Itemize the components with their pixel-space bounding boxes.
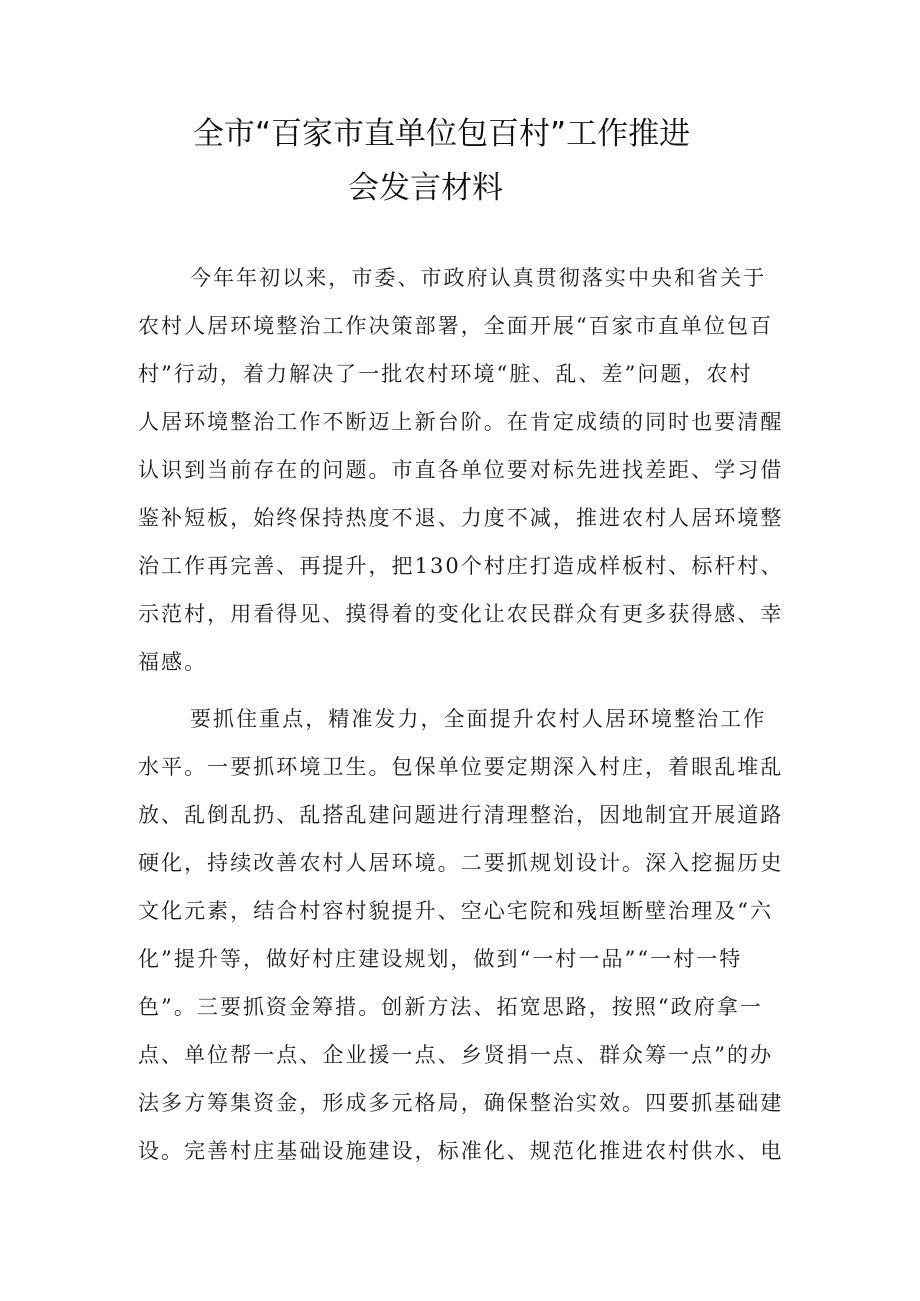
paragraph-line: 放、乱倒乱扔、乱搭乱建问题进行清理整治，因地制宜开展道路 (138, 803, 784, 827)
paragraph-line: 色”。三要抓资金筹措。创新方法、拓宽思路，按照“政府拿一 (138, 995, 763, 1019)
paragraph-line: 点、单位帮一点、企业援一点、乡贤捐一点、群众筹一点”的办 (138, 1043, 774, 1067)
paragraph-line: 示范村，用看得见、摸得着的变化让农民群众有更多获得感、幸 (138, 602, 784, 626)
paragraph-line: 文化元素，结合村容村貌提升、空心宅院和残垣断壁治理及“六 (138, 899, 774, 923)
paragraph-line: 设。完善村庄基础设施建设，标准化、规范化推进农村供水、电 (138, 1139, 784, 1163)
paragraph-line: 福感。 (138, 650, 208, 674)
paragraph-line: 村”行动，着力解决了一批农村环境“脏、乱、差”问题，农村 (138, 362, 753, 386)
paragraph-line: 今年年初以来，市委、市政府认真贯彻落实中央和省关于 (190, 266, 767, 290)
paragraph-line: 治工作再完善、再提升，把130个村庄打造成样板村、标杆村、 (138, 554, 784, 578)
paragraph-line: 要抓住重点，精准发力，全面提升农村人居环境整治工作 (190, 707, 767, 731)
paragraph-line: 鉴补短板，始终保持热度不退、力度不减，推进农村人居环境整 (138, 506, 784, 530)
paragraph-line: 法多方筹集资金，形成多元格局，确保整治实效。四要抓基础建 (138, 1091, 784, 1115)
paragraph-line: 人居环境整治工作不断迈上新台阶。在肯定成绩的同时也要清醒 (138, 410, 784, 434)
paragraph-line: 化”提升等，做好村庄建设规划，做到“一村一品”“一村一特 (138, 947, 743, 971)
paragraph-line: 认识到当前存在的问题。市直各单位要对标先进找差距、学习借 (138, 458, 784, 482)
paragraph-line: 水平。一要抓环境卫生。包保单位要定期深入村庄，着眼乱堆乱 (138, 755, 784, 779)
document-title-line1: 全市“百家市直单位包百村”工作推进 (193, 116, 691, 152)
document-title-line2: 会发言材料 (348, 170, 503, 206)
paragraph-line: 硬化，持续改善农村人居环境。二要抓规划设计。深入挖掘历史 (138, 851, 784, 875)
paragraph-line: 农村人居环境整治工作决策部署，全面开展“百家市直单位包百 (138, 314, 774, 338)
